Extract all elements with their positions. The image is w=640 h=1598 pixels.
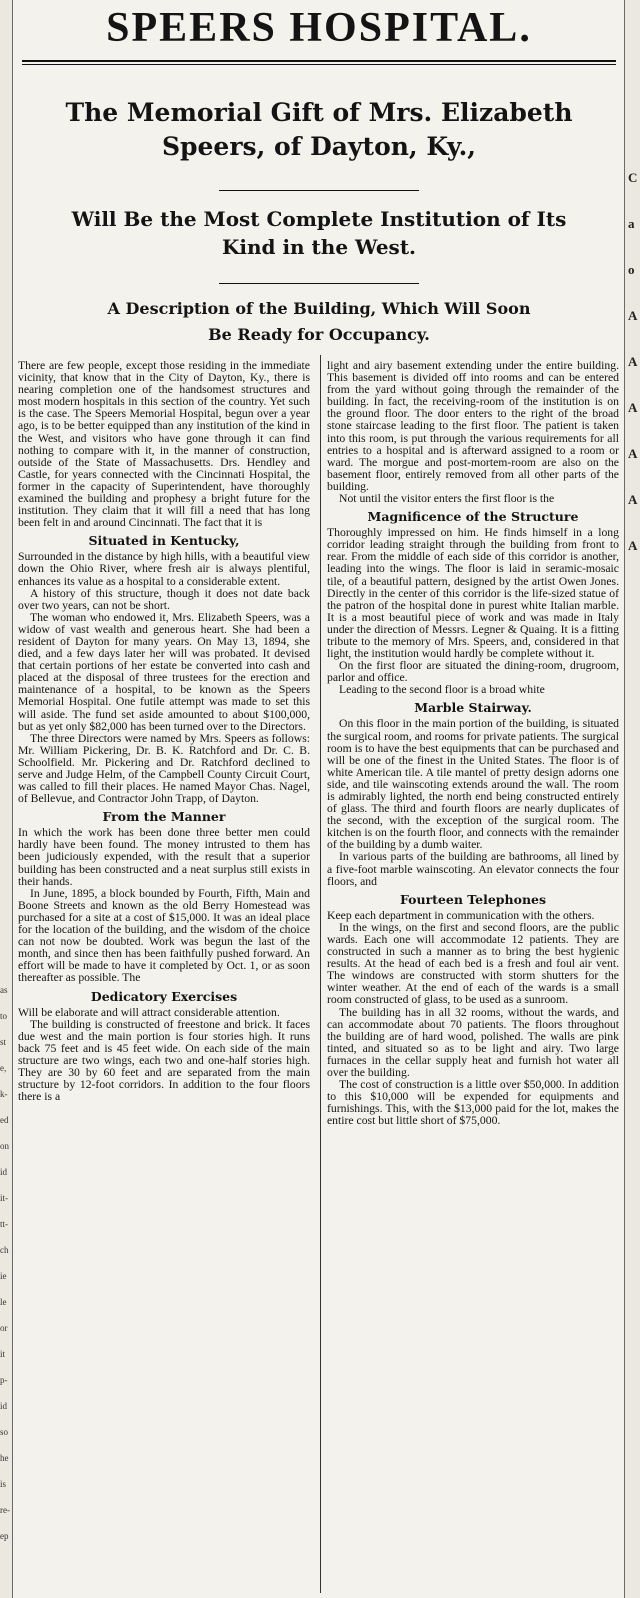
deck1-line1: The Memorial Gift of Mrs. Elizabeth — [65, 98, 573, 127]
paragraph: A history of this structure, though it does not date back over two years, can not be short. — [18, 586, 310, 612]
article-column-1 — [18, 360, 310, 1595]
paragraph: There are few people, except those residing in the immediate vicinity, that know that in the City of Dayton, Ky., there is nearing completion one of the handsomest structures and most modern hospitals in this section of the country. Yet such is the case. The Speers Memorial Hospital, begun over a year ago, is to be better equipped than any institution of the kind in the West, and visitors who have gone through it can find nothing to compare with it, in the manner of construction, outside of the State of Massachusetts. Drs. Hendley and Castle, for years connected with the Cincinnati Hospital, the former in the capacity of Superintendent, have thoroughly examined the building and prophesy a bright future for the institution. They claim that it will fill a need that has long been felt in and around Cincinnati. The fact that it is — [18, 360, 310, 530]
paragraph: In which the work has been done three better men could hardly have been found. The money intrusted to them has been judiciously expended, with the result that a superior building has been constructed and a neat surplus still exists in their hands. — [18, 826, 310, 888]
margin-fragment: A — [628, 354, 638, 369]
paragraph: The three Directors were named by Mrs. Speers as follows: Mr. William Pickering, Dr. B. K. Ratchford and Dr. C. B. Schoolfield. Mr. Pickering and Dr. Ratchford declined to serve and Judge Helm, of the Campbell County Circuit Court, was called to fill their places. He named Mayor Chas. Nagel, of Bellevue, and Contractor John Trapp, of Dayton. — [18, 731, 310, 806]
deck-rule-1 — [219, 190, 419, 191]
margin-fragment: ep — [0, 1531, 9, 1541]
deck3-line1: A Description of the Building, Which Will Soon — [107, 299, 531, 318]
paragraph: The woman who endowed it, Mrs. Elizabeth Speers, was a widow of vast wealth and generous heart. She had been a resident of Dayton for many years. On May 13, 1894, she died, and a few days later her will was probated. It devised that certain portions of her estate be converted into cash and placed at the disposal of three trustees for the erection and maintenance of a hospital, to be known as the Speers Memorial Hospital. One futile attempt was made to set this will aside. The fund set aside amounted to about $100,000, but as yet only $82,000 has been turned over to the Directors. — [18, 610, 310, 733]
main-headline: SPEERS HOSPITAL. — [106, 5, 532, 51]
deck-headline-3 — [14, 296, 624, 348]
article-column-2 — [327, 360, 619, 1595]
deck2-line1: Will Be the Most Complete Institution of Its — [71, 207, 567, 231]
margin-fragment: le — [0, 1297, 7, 1307]
margin-fragment: re- — [0, 1505, 10, 1515]
paragraph: Thoroughly impressed on him. He finds himself in a long corridor leading straight through the building from front to rear. From the middle of each side of this corridor is another, leading into the wings. The floor is laid in seramic-mosaic tile, of a beautiful pattern, designed by the artist Owen Jones. Directly in the center of this corridor is the life-sized statue of the patron of the hospital done in purest white Italian marble. It is a most beautiful piece of work and was made in Italy under the direction of Messrs. Legner & Quaing. It is a fitting tribute to the memory of Mrs. Speers, and, considered in that light, the institution would hardly be complete without it. — [327, 526, 619, 661]
margin-fragment: on — [0, 1141, 9, 1151]
margin-fragment: A — [628, 446, 638, 461]
margin-fragment: tt- — [0, 1219, 8, 1229]
paragraph: Surrounded in the distance by high hills, with a beautiful view down the Ohio River, where fresh air is always plentiful, enhances its value as a hospital to a considerable extent. — [18, 550, 310, 588]
paragraph: The cost of construction is a little over $50,000. In addition to this $10,000 will be expended for equipments and furnishings. This, with the $13,000 paid for the lot, makes the entire cost but little short of $75,000. — [327, 1078, 619, 1128]
paragraph: In June, 1895, a block bounded by Fourth, Fifth, Main and Boone Streets and known as the old Berry Homestead was purchased for a site at a cost of $15,000. It was an ideal place for the location of the building, and the wisdom of the choice can not now be doubted. Work was begun the last of the month, and since then has been faithfully pushed forward. An effort will be made to have it completed by Oct. 1, or as soon thereafter as possible. The — [18, 886, 310, 985]
margin-fragment: e, — [0, 1063, 7, 1073]
paragraph: On the first floor are situated the dining-room, drugroom, parlor and office. — [327, 659, 619, 685]
margin-fragment: it- — [0, 1193, 8, 1203]
margin-fragment: as — [0, 985, 8, 995]
margin-fragment: o — [628, 262, 635, 277]
margin-fragment: is — [0, 1479, 7, 1489]
column-divider — [320, 355, 321, 1593]
paragraph: Will be elaborate and will attract considerable attention. — [18, 1005, 280, 1019]
headline-rule — [22, 60, 616, 65]
margin-fragment: id — [0, 1167, 8, 1177]
margin-fragment: id — [0, 1401, 8, 1411]
margin-fragment: he — [0, 1453, 9, 1463]
margin-fragment: A — [628, 492, 638, 507]
left-adjacent-column — [0, 0, 13, 1598]
paragraph: Leading to the second floor is a broad white — [339, 683, 545, 697]
margin-fragment: it — [0, 1349, 6, 1359]
deck-headline-1 — [14, 96, 624, 164]
margin-fragment: to — [0, 1011, 8, 1021]
margin-fragment: st — [0, 1037, 7, 1047]
margin-fragment: a — [628, 216, 635, 231]
subheading: Dedicatory Exercises — [90, 988, 238, 1004]
paragraph: On this floor in the main portion of the building, is situated the surgical room, and rooms for private patients. The surgical room is to have the best equipments that can be purchased and will be one of the finest in the United States. The floor is of white American tile. A tile mantel of pretty design adorns one side, and tile wainscoting extends around the wall. The room is admirably lighted, the north end being constructed entirely of glass. The third and fourth floors are nearly duplicates of the second, with the exception of the surgical room. The kitchen is on the fourth floor, and connects with the remainder of the building by a dumb waiter. — [327, 717, 619, 852]
subheading: Magnificence of the Structure — [367, 509, 579, 525]
subheading: Situated in Kentucky, — [88, 533, 240, 549]
deck3-line2: Be Ready for Occupancy. — [208, 325, 430, 344]
deck-headline-2 — [14, 205, 624, 261]
deck2-line2: Kind in the West. — [221, 235, 417, 259]
margin-fragment: ie — [0, 1271, 7, 1281]
paragraph: Keep each department in communication with the others. — [327, 908, 595, 922]
margin-fragment: A — [628, 308, 638, 323]
margin-fragment: k- — [0, 1089, 8, 1099]
article — [14, 0, 624, 1598]
deck1-line2: Speers, of Dayton, Ky., — [161, 132, 476, 161]
subheading: Marble Stairway. — [414, 700, 532, 716]
margin-fragment: so — [0, 1427, 9, 1437]
paragraph: light and airy basement extending under the entire building. This basement is divided off into rooms and can be entered from the yard without going through the remainder of the building. In fact, the receiving-room of the institution is on the ground floor. The door enters to the right of the broad stone staircase leading to the first floor. The patient is taken into this room, is put through the various requirements for all entries to a hospital and is afterward assigned to a room or ward. The morgue and post-mortem-room are also on the basement floor, entirely removed from all other parts of the building. — [327, 360, 619, 493]
paragraph: The building has in all 32 rooms, without the wards, and can accommodate about 70 patients. The floors throughout the building are of hard wood, polished. The walls are pink tinted, and situated so as to be light and airy. Two large furnaces in the cellar supply heat and furnish hot water all over the building. — [327, 1005, 619, 1079]
margin-fragment: or — [0, 1323, 8, 1333]
margin-fragment: p- — [0, 1375, 8, 1385]
margin-fragment: A — [628, 538, 638, 553]
margin-fragment: C — [628, 170, 638, 185]
margin-fragment: ch — [0, 1245, 9, 1255]
subheading: From the Manner — [102, 809, 226, 825]
paragraph: In various parts of the building are bathrooms, all lined by a five-foot marble wainscoting. An elevator connects the four floors, and — [327, 850, 619, 888]
right-adjacent-column — [624, 0, 640, 1598]
paragraph: The building is constructed of freestone and brick. It faces due west and the main portion is four stories high. It runs back 75 feet and is 45 feet wide. On each side of the main structure are two wings, each two and one-half stories high. They are 30 by 60 feet and are separated from the main structure by 12-foot corridors. In addition to the four floors there is a — [18, 1017, 310, 1104]
deck-rule-2 — [219, 283, 419, 284]
paragraph: Not until the visitor enters the first floor is the — [339, 492, 555, 506]
paragraph: In the wings, on the first and second floors, are the public wards. Each one will accommodate 12 patients. They are constructed in such a manner as to bring the best hygienic results. At the head of each bed is a fresh and foul air vent. The windows are constructed with storm shutters for the winter weather. At the end of each of the wards is a small room constructed of glass, to be used as a sunroom. — [327, 920, 619, 1007]
subheading: Fourteen Telephones — [399, 891, 547, 907]
margin-fragment: A — [628, 400, 638, 415]
margin-fragment: ed — [0, 1115, 9, 1125]
